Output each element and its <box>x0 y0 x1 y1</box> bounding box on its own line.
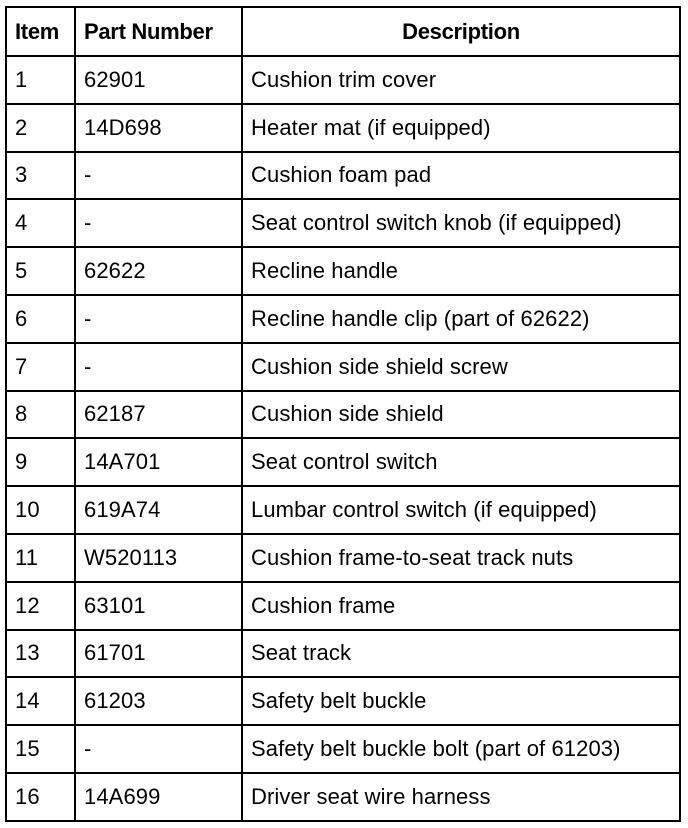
table-row <box>6 438 680 486</box>
item-cell: 10 <box>6 486 75 534</box>
item-cell: 16 <box>6 773 75 821</box>
table-row <box>6 56 680 104</box>
description-cell: Cushion frame-to-seat track nuts <box>242 534 680 582</box>
description-cell: Driver seat wire harness <box>242 773 680 821</box>
header-row <box>6 7 680 56</box>
part-number-cell: - <box>75 343 242 391</box>
table-row <box>6 343 680 391</box>
description-cell: Seat track <box>242 630 680 678</box>
description-cell: Safety belt buckle bolt (part of 61203) <box>242 725 680 773</box>
part-number-cell: 14A701 <box>75 438 242 486</box>
part-number-cell: 61701 <box>75 630 242 678</box>
item-column-header: Item <box>6 7 75 56</box>
description-cell: Seat control switch knob (if equipped) <box>242 199 680 247</box>
table-body <box>6 56 680 821</box>
description-cell: Recline handle clip (part of 62622) <box>242 295 680 343</box>
description-cell: Heater mat (if equipped) <box>242 104 680 152</box>
table-row <box>6 677 680 725</box>
item-cell: 8 <box>6 391 75 439</box>
item-cell: 2 <box>6 104 75 152</box>
part-number-cell: W520113 <box>75 534 242 582</box>
table-row <box>6 773 680 821</box>
table-row <box>6 152 680 200</box>
part-number-cell: - <box>75 295 242 343</box>
item-cell: 15 <box>6 725 75 773</box>
part-number-cell: 62901 <box>75 56 242 104</box>
description-cell: Recline handle <box>242 247 680 295</box>
description-column-header: Description <box>242 7 680 56</box>
item-cell: 14 <box>6 677 75 725</box>
description-cell: Lumbar control switch (if equipped) <box>242 486 680 534</box>
part-number-cell: 62187 <box>75 391 242 439</box>
description-cell: Cushion frame <box>242 582 680 630</box>
part-number-cell: 61203 <box>75 677 242 725</box>
table-header <box>6 7 680 56</box>
parts-table <box>5 6 681 822</box>
table-row <box>6 582 680 630</box>
table-row <box>6 534 680 582</box>
item-cell: 1 <box>6 56 75 104</box>
part-number-cell: - <box>75 199 242 247</box>
part-number-cell: - <box>75 152 242 200</box>
part-number-cell: 63101 <box>75 582 242 630</box>
part-number-column-header: Part Number <box>75 7 242 56</box>
part-number-cell: 62622 <box>75 247 242 295</box>
description-cell: Cushion trim cover <box>242 56 680 104</box>
table-row <box>6 725 680 773</box>
table-row <box>6 630 680 678</box>
table-row <box>6 104 680 152</box>
part-number-cell: 619A74 <box>75 486 242 534</box>
item-cell: 4 <box>6 199 75 247</box>
table-row <box>6 295 680 343</box>
item-cell: 13 <box>6 630 75 678</box>
item-cell: 7 <box>6 343 75 391</box>
part-number-cell: - <box>75 725 242 773</box>
item-cell: 12 <box>6 582 75 630</box>
description-cell: Safety belt buckle <box>242 677 680 725</box>
table-row <box>6 391 680 439</box>
item-cell: 5 <box>6 247 75 295</box>
item-cell: 11 <box>6 534 75 582</box>
part-number-cell: 14D698 <box>75 104 242 152</box>
description-cell: Cushion side shield <box>242 391 680 439</box>
table-row <box>6 486 680 534</box>
part-number-cell: 14A699 <box>75 773 242 821</box>
description-cell: Seat control switch <box>242 438 680 486</box>
table-row <box>6 247 680 295</box>
item-cell: 3 <box>6 152 75 200</box>
table-row <box>6 199 680 247</box>
item-cell: 6 <box>6 295 75 343</box>
description-cell: Cushion foam pad <box>242 152 680 200</box>
description-cell: Cushion side shield screw <box>242 343 680 391</box>
item-cell: 9 <box>6 438 75 486</box>
